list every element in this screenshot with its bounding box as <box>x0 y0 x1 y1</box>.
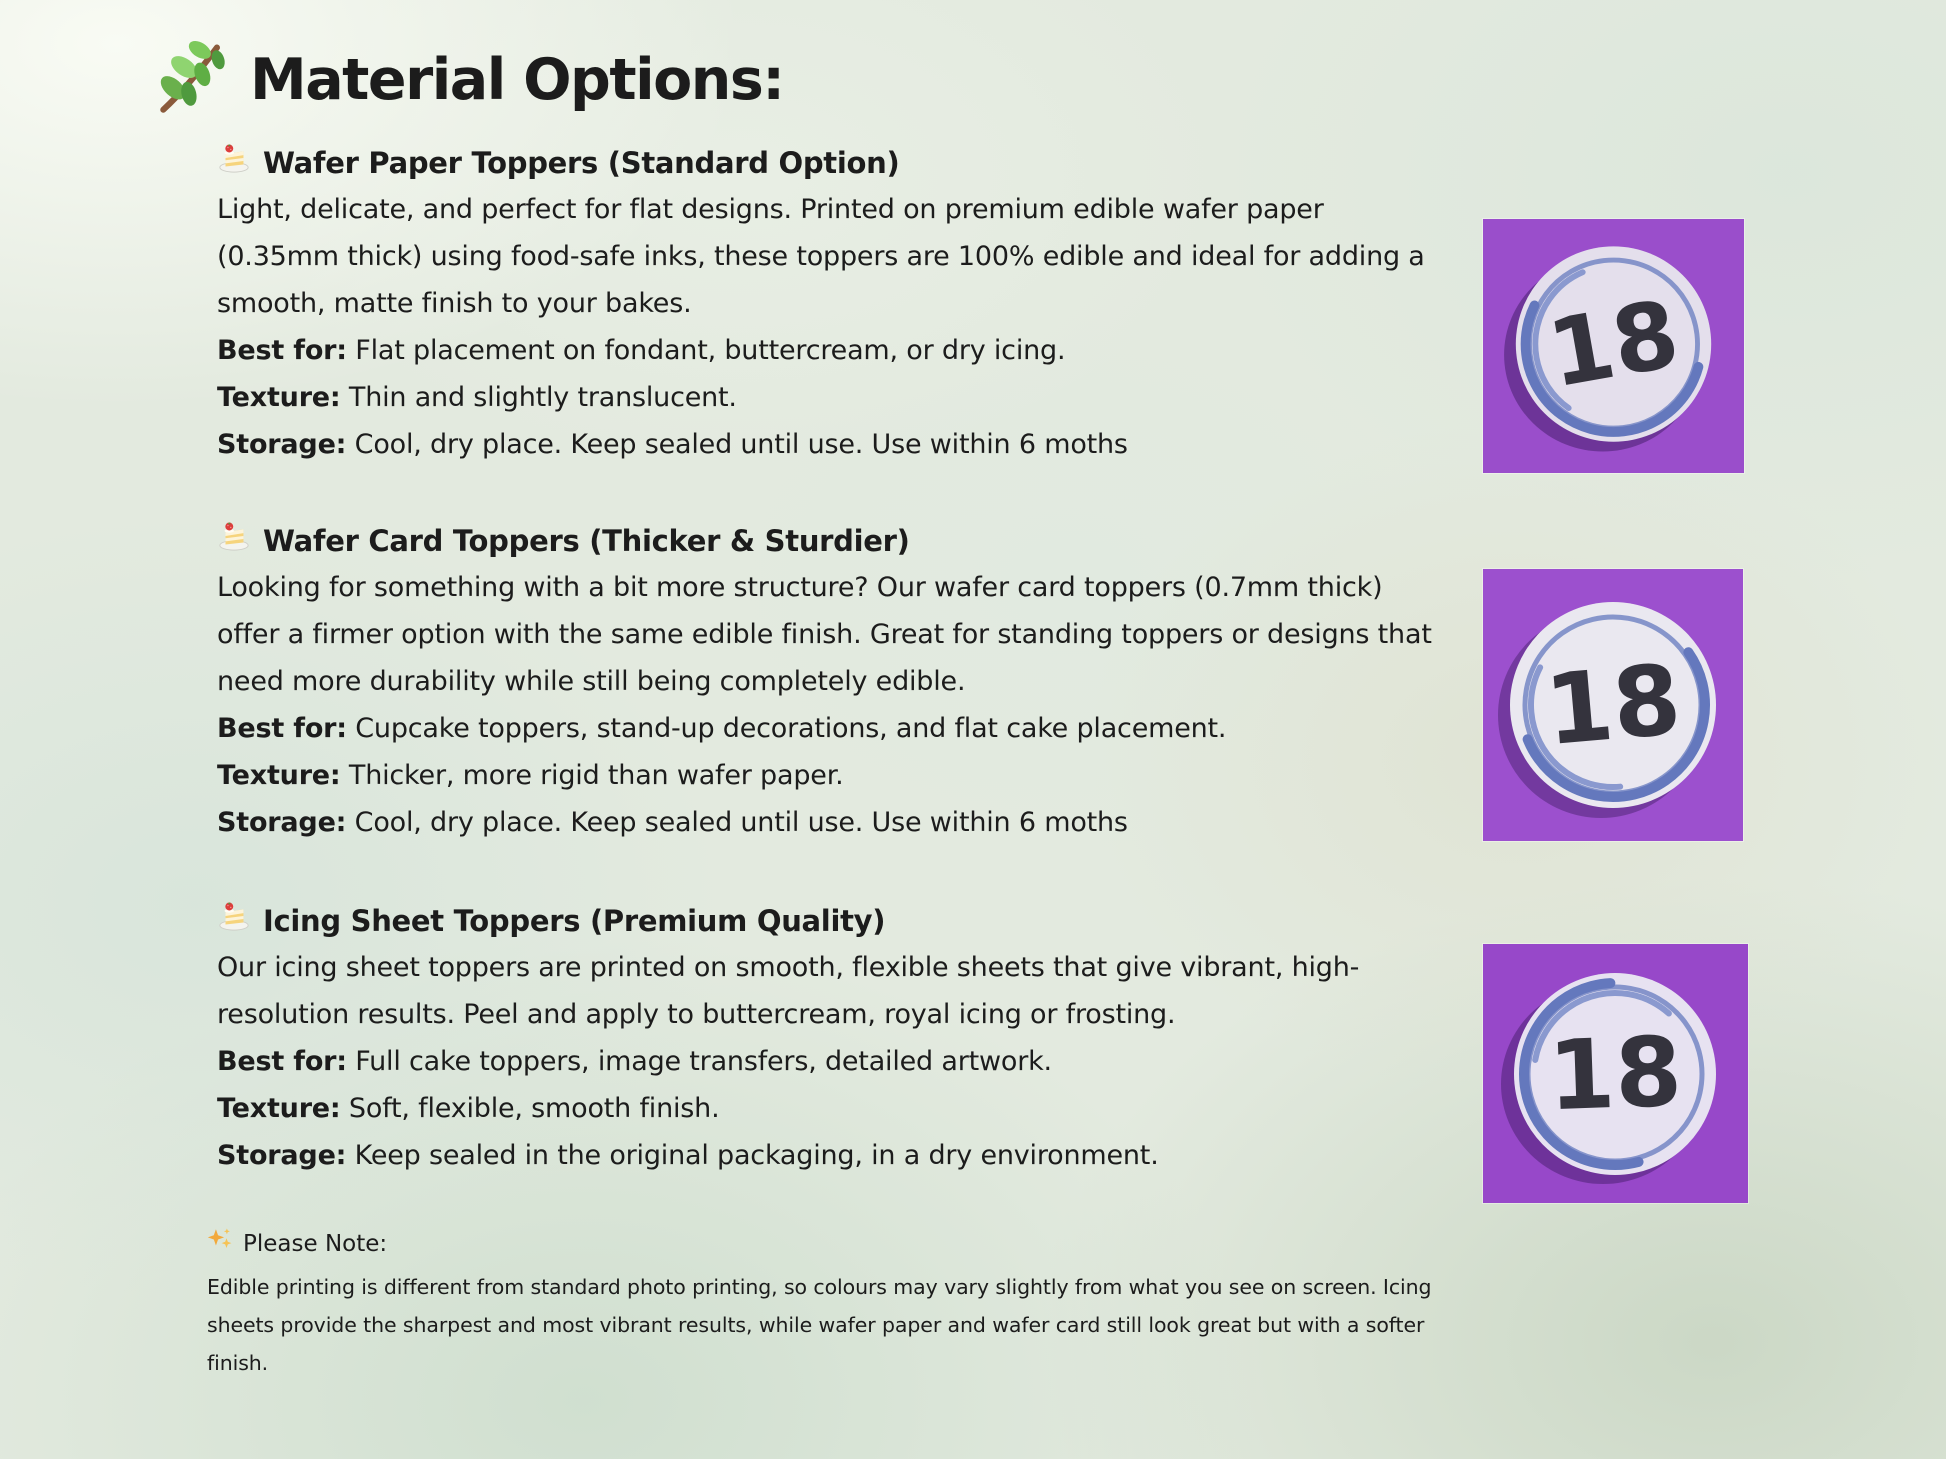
texture-label: Texture: <box>217 1093 341 1124</box>
note-body: Edible printing is different from standard photo printing, so colours may vary slightly from what you see on screen. Icing sheets provide the sharpest and most vibrant results, while wafer paper and wafer card still look great but with a softer finish. <box>207 1275 1432 1375</box>
best-for-value: Flat placement on fondant, buttercream, or dry icing. <box>355 335 1066 366</box>
best-for-line <box>217 705 1432 752</box>
shortcake-icon <box>217 518 251 564</box>
texture-label: Texture: <box>217 382 341 413</box>
texture-line <box>217 1085 1432 1132</box>
storage-label: Storage: <box>217 807 347 838</box>
best-for-value: Full cake toppers, image transfers, detailed artwork. <box>355 1046 1052 1077</box>
topper-photo-icing-sheet <box>1483 944 1748 1203</box>
best-for-line <box>217 327 1432 374</box>
storage-line <box>217 799 1432 846</box>
best-for-value: Cupcake toppers, stand-up decorations, and flat cake placement. <box>355 713 1227 744</box>
best-for-line <box>217 1038 1432 1085</box>
texture-line <box>217 752 1432 799</box>
storage-label: Storage: <box>217 429 347 460</box>
section-description: Our icing sheet toppers are printed on smooth, flexible sheets that give vibrant, high-resolution results. Peel and apply to buttercream, royal icing or frosting. <box>217 952 1360 1030</box>
sparkles-icon <box>207 1226 233 1262</box>
best-for-label: Best for: <box>217 713 347 744</box>
topper-number: 18 <box>1540 279 1687 409</box>
storage-label: Storage: <box>217 1140 347 1171</box>
texture-value: Thin and slightly translucent. <box>348 382 737 413</box>
note-title-row <box>207 1226 1462 1262</box>
section-heading: Wafer Card Toppers (Thicker & Sturdier) <box>263 524 910 558</box>
topper-photo-wafer-paper <box>1483 219 1744 473</box>
storage-line <box>217 421 1432 468</box>
section-heading: Wafer Paper Toppers (Standard Option) <box>263 146 900 180</box>
best-for-label: Best for: <box>217 1046 347 1077</box>
page-title: Material Options: <box>250 47 784 113</box>
section-body <box>217 564 1432 846</box>
texture-line <box>217 374 1432 421</box>
note-title: Please Note: <box>243 1231 388 1257</box>
section-body <box>217 944 1432 1179</box>
shortcake-icon <box>217 140 251 186</box>
section-icing-sheet <box>217 898 1432 1179</box>
herb-icon <box>156 38 234 122</box>
storage-line <box>217 1132 1432 1179</box>
topper-photo-art <box>1483 569 1743 841</box>
section-heading-row <box>217 898 1432 944</box>
best-for-label: Best for: <box>217 335 347 366</box>
section-description: Light, delicate, and perfect for flat designs. Printed on premium edible wafer paper (0.35mm thick) using food-safe inks, these toppers are 100% edible and ideal for adding a smooth, matte finish to your bakes. <box>217 194 1425 319</box>
texture-value: Soft, flexible, smooth finish. <box>348 1093 720 1124</box>
section-body <box>217 186 1432 468</box>
storage-value: Cool, dry place. Keep sealed until use. Use within 6 moths <box>354 807 1128 838</box>
section-heading: Icing Sheet Toppers (Premium Quality) <box>263 904 886 938</box>
topper-number: 18 <box>1540 642 1686 768</box>
section-heading-row <box>217 518 1432 564</box>
section-wafer-card <box>217 518 1432 846</box>
storage-value: Keep sealed in the original packaging, in a dry environment. <box>354 1140 1159 1171</box>
texture-label: Texture: <box>217 760 341 791</box>
topper-photo-art <box>1483 944 1748 1203</box>
shortcake-icon <box>217 898 251 944</box>
section-wafer-paper <box>217 140 1432 468</box>
section-description: Looking for something with a bit more structure? Our wafer card toppers (0.7mm thick) offer a firmer option with the same edible finish. Great for standing toppers or designs that need more durability while still being completely edible. <box>217 572 1432 697</box>
topper-photo-art <box>1483 219 1744 473</box>
page-title-row <box>156 38 784 122</box>
section-heading-row <box>217 140 1432 186</box>
topper-number: 18 <box>1546 1015 1684 1133</box>
topper-photo-wafer-card <box>1483 569 1743 841</box>
note-block <box>207 1226 1462 1382</box>
storage-value: Cool, dry place. Keep sealed until use. Use within 6 moths <box>354 429 1128 460</box>
texture-value: Thicker, more rigid than wafer paper. <box>348 760 844 791</box>
